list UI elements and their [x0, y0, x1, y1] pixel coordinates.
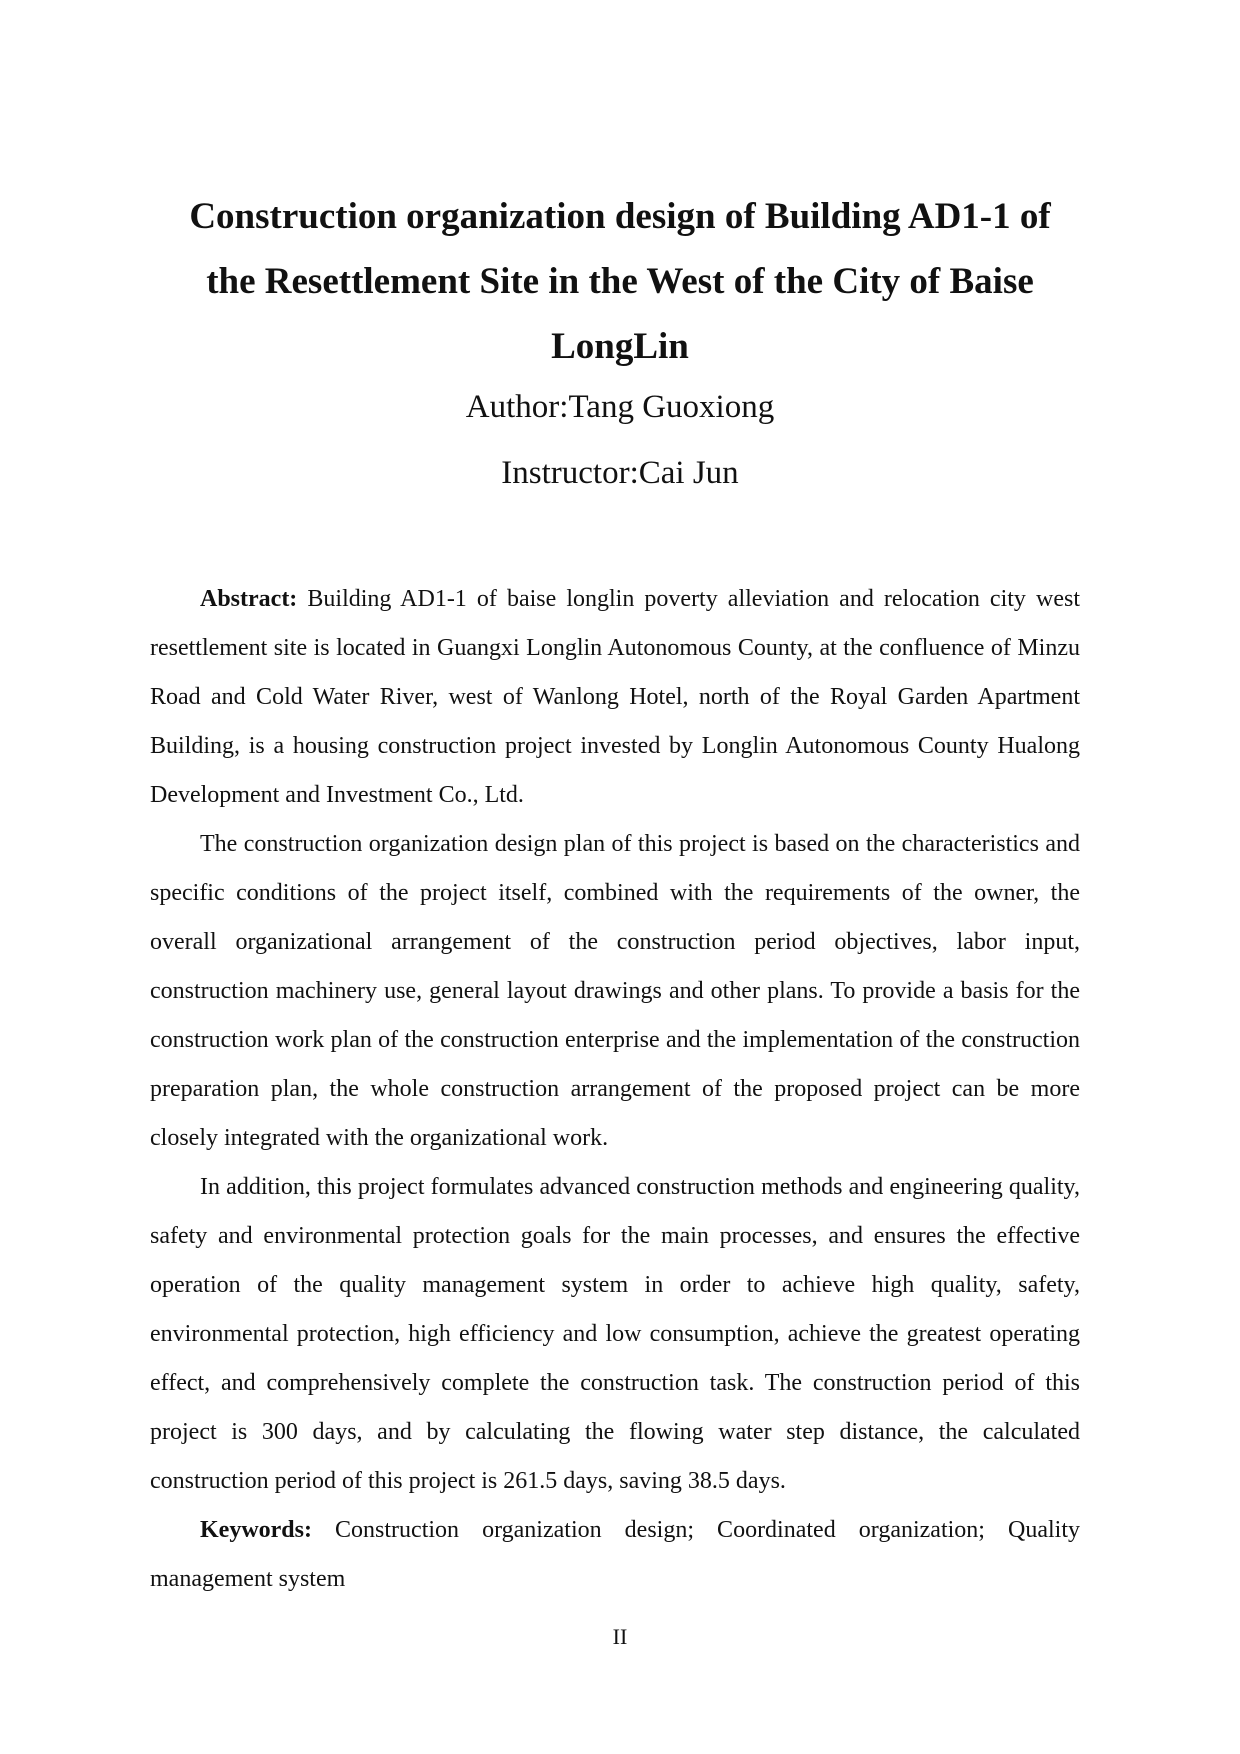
- instructor-line: Instructor:Cai Jun: [501, 455, 739, 491]
- abstract-paragraph-3: In addition, this project formulates advanced construction methods and engineering quality, safety and environmental protection goals for the main processes, and ensures the effective operation of the quality management system in order to achieve high quality, safety, environmental protection, high efficiency and low consumption, achieve the greatest operating effect, and comprehensively complete the construction task. The construction period of this project is 300 days, and by calculating the flowing water step distance, the calculated construction period of this project is 261.5 days, saving 38.5 days.: [150, 1174, 1080, 1494]
- abstract-paragraph-1-text: Building AD1-1 of baise longlin poverty alleviation and relocation city west resettlement site is located in Guangxi Longlin Autonomous County, at the confluence of Minzu Road and Cold Water River, west of Wanlong Hotel, north of the Royal Garden Apartment Building, is a housing construction project invested by Longlin Autonomous County Hualong Development and Investment Co., Ltd.: [150, 586, 1080, 808]
- abstract-paragraph-1: [150, 575, 1080, 820]
- page-number: II: [612, 1624, 628, 1649]
- keywords-label: Keywords:: [200, 1517, 312, 1543]
- abstract-section: [150, 575, 1080, 1604]
- abstract-paragraph-2: The construction organization design plan of this project is based on the characteristics and specific conditions of the project itself, combined with the requirements of the owner, the overall organizational arrangement of the construction period objectives, labor input, construction machinery use, general layout drawings and other plans. To provide a basis for the construction work plan of the construction enterprise and the implementation of the construction preparation plan, the whole construction arrangement of the proposed project can be more closely integrated with the organizational work.: [150, 831, 1080, 1151]
- author-line: Author:Tang Guoxiong: [465, 389, 775, 425]
- keywords-text: Construction organization design; Coordinated organization; Quality management system: [150, 1517, 1080, 1592]
- document-title: Construction organization design of Building AD1-1 of the Resettlement Site in the West of the City of Baise LongLin: [189, 196, 1051, 367]
- keywords-paragraph: [150, 1506, 1080, 1604]
- abstract-label: Abstract:: [200, 586, 298, 612]
